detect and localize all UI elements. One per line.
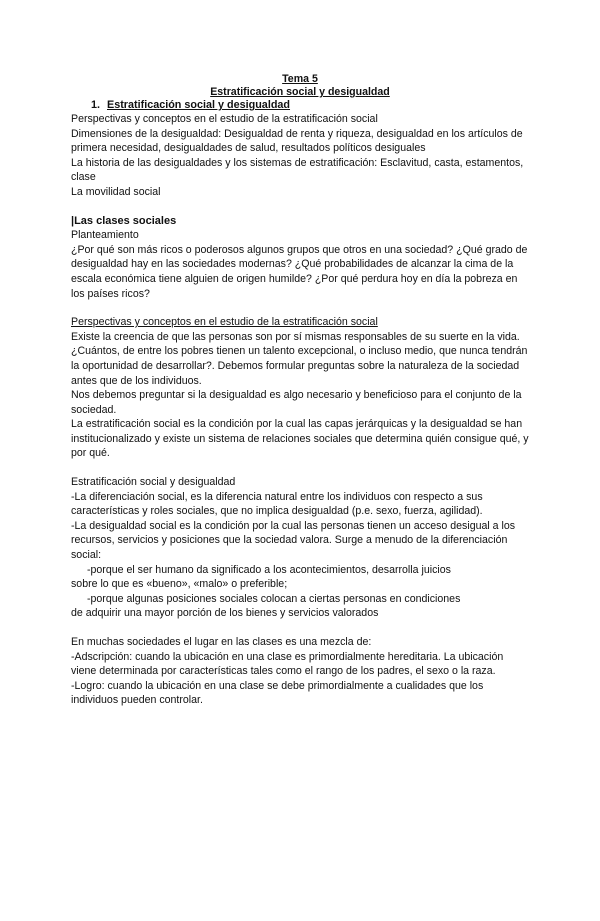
topic-title: Tema 5 bbox=[282, 73, 318, 85]
paragraph: En muchas sociedades el lugar en las clases es una mezcla de: bbox=[71, 636, 372, 648]
outline-item: Perspectivas y conceptos en el estudio de la estratificación social bbox=[71, 113, 378, 125]
paragraph: -La desigualdad social es la condición por la cual las personas tienen un acceso desigual a los recursos, servicios y posiciones que la sociedad valora. Surge a menudo de la diferenciación social: bbox=[71, 519, 516, 562]
outline-item: Dimensiones de la desigualdad: Desigualdad de renta y riqueza, desigualdad en los artículos de primera necesidad, desigualdades de salud, resultados políticos desiguales bbox=[71, 127, 523, 155]
paragraph: La estratificación social es la condición por la cual las capas jerárquicas y la desigualdad se han institucionalizado y existe un sistema de relaciones sociales que determina quién consigue qué, y por qué. bbox=[71, 418, 529, 460]
sub-item-continuation: sobre lo que es «bueno», «malo» o preferible; bbox=[71, 578, 288, 591]
mezcla-section bbox=[71, 635, 531, 708]
section-label: Estratificación social y desigualdad bbox=[107, 99, 291, 111]
paragraph: Existe la creencia de que las personas son por sí mismas responsables de su suerte en la vida. bbox=[71, 330, 520, 343]
outline-item: La historia de las desigualdades y los sistemas de estratificación: Esclavitud, casta, estamentos, clase bbox=[71, 156, 524, 184]
perspectivas-section bbox=[71, 315, 531, 461]
paragraph: ¿Cuántos, de entre los pobres tienen un talento excepcional, o incluso medio, que nunca tendrán la oportunidad de desarrollar?. Debemos formular preguntas sobre la naturaleza de la sociedad antes que de los individuos. bbox=[71, 345, 528, 387]
planteamiento-label: Planteamiento bbox=[71, 229, 139, 242]
sub-item bbox=[71, 563, 531, 592]
outline-list bbox=[71, 112, 531, 200]
paragraph: -Adscripción: cuando la ubicación en una clase es primordialmente hereditaria. La ubicación viene determinada por características tales como el rango de los padres, el sexo o la raza. bbox=[71, 650, 504, 678]
clases-section bbox=[71, 214, 531, 302]
paragraph: Nos debemos preguntar si la desigualdad es algo necesario y beneficioso para el conjunto de la sociedad. bbox=[71, 389, 522, 416]
sub-item-continuation: de adquirir una mayor porción de los bienes y servicios valorados bbox=[71, 607, 379, 620]
document-page bbox=[0, 73, 600, 921]
outline-item: La movilidad social bbox=[71, 185, 161, 198]
sub-item-line: -porque el ser humano da significado a los acontecimientos, desarrolla juicios bbox=[87, 563, 451, 576]
sub-item-line: -porque algunas posiciones sociales colocan a ciertas personas en condiciones bbox=[87, 592, 461, 605]
paragraph: -La diferenciación social, es la diferencia natural entre los individuos con respecto a sus características y roles sociales, que no implica desigualdad (p.e. sexo, fuerza, agilidad). bbox=[71, 490, 483, 518]
planteamiento-text: ¿Por qué son más ricos o poderosos algunos grupos que otros en una sociedad? ¿Qué grado de desigualdad hay en las sociedades modernas? ¿Qué probabilidades de alcanzar la cima de la escala económica tiene alguien de origen humilde? ¿Por qué perdura hoy en día la pobreza en los países ricos? bbox=[71, 243, 528, 300]
paragraph: -Logro: cuando la ubicación en una clase se debe primordialmente a cualidades que los individuos pueden controlar. bbox=[71, 679, 484, 707]
perspectivas-heading: Perspectivas y conceptos en el estudio de la estratificación social bbox=[71, 316, 378, 329]
section-heading-1 bbox=[91, 99, 600, 112]
section-number: 1. bbox=[91, 99, 101, 111]
estratificacion-heading: Estratificación social y desigualdad bbox=[71, 476, 236, 489]
estratificacion-section bbox=[71, 475, 531, 621]
sub-item bbox=[71, 592, 531, 621]
topic-subtitle: Estratificación social y desigualdad bbox=[210, 86, 390, 98]
clases-heading: |Las clases sociales bbox=[71, 214, 177, 227]
